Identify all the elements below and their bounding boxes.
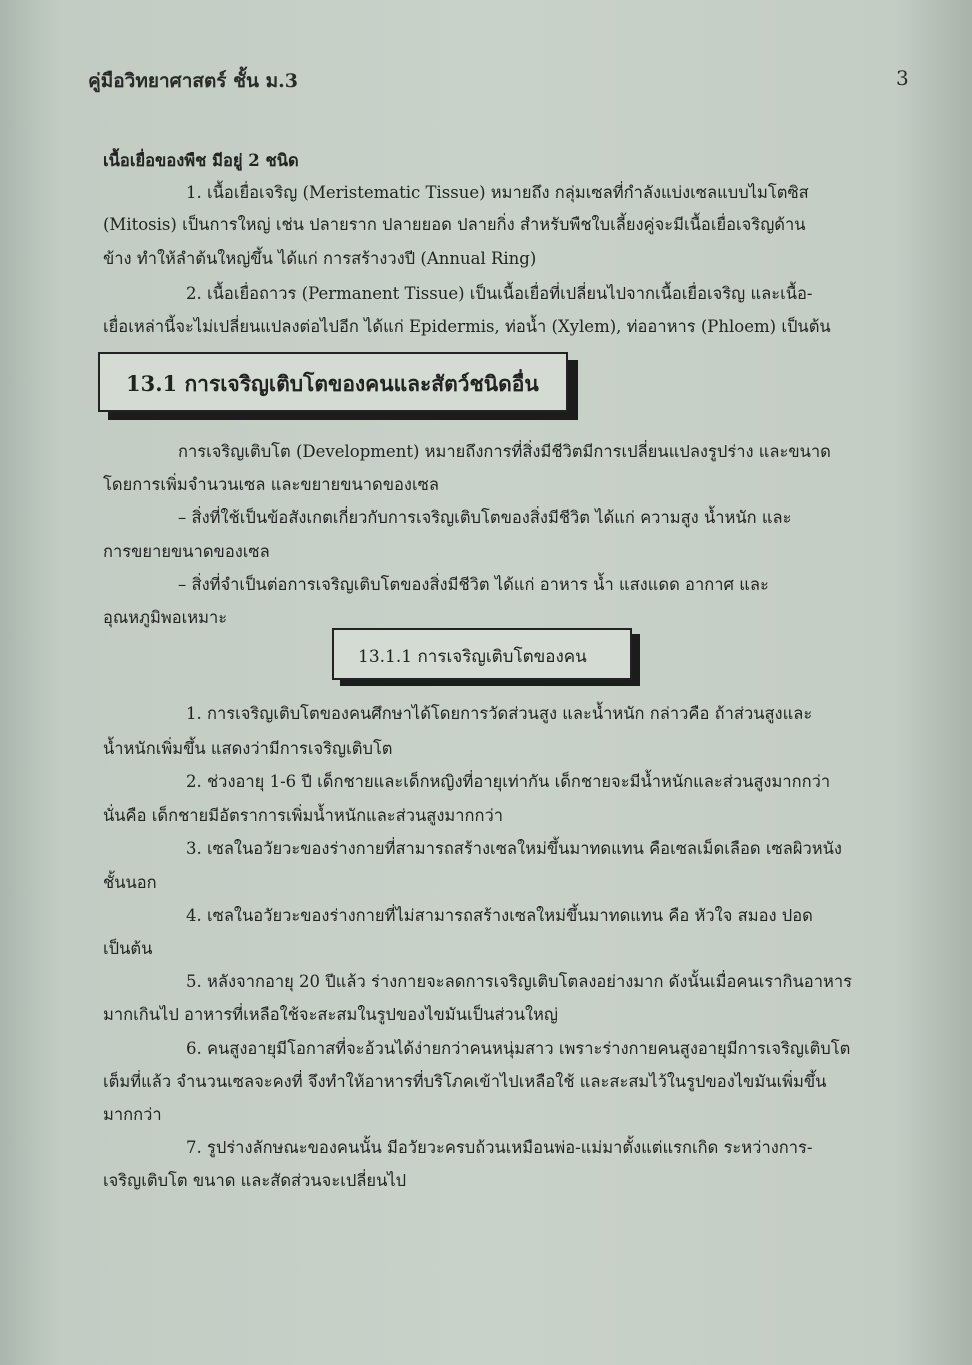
list-item-line: เต็มที่แล้ว จำนวนเซลจะคงที่ จึงทำให้อาหารที่บริโภคเข้าไปเหลือใช้ และสะสมไว้ในรูปของไขมันเพิ่มขึ้น (103, 1072, 827, 1091)
list-item-line: 4. เซลในอวัยวะของร่างกายที่ไม่สามารถสร้างเซลใหม่ขึ้นมาทดแทน คือ หัวใจ สมอง ปอด (186, 906, 813, 925)
list-item-line: 5. หลังจากอายุ 20 ปีแล้ว ร่างกายจะลดการเจริญเติบโตลงอย่างมาก ดังนั้นเมื่อคนเรากินอาหาร (186, 972, 852, 991)
list-item-line: เป็นต้น (103, 939, 153, 958)
paragraph-line: เยื่อเหล่านี้จะไม่เปลี่ยนแปลงต่อไปอีก ได้แก่ Epidermis, ท่อน้ำ (Xylem), ท่ออาหาร (Phloem) เป็นต้น (103, 317, 831, 336)
list-item-line: ชั้นนอก (103, 873, 157, 892)
list-item-line: 6. คนสูงอายุมีโอกาสที่จะอ้วนได้ง่ายกว่าคนหนุ่มสาว เพราะร่างกายคนสูงอายุมีการเจริญเติบโต (186, 1039, 851, 1058)
bullet-line: อุณหภูมิพอเหมาะ (103, 608, 228, 627)
subsection-title: 13.1.1 การเจริญเติบโตของคน (358, 647, 587, 667)
bullet-line: – สิ่งที่ใช้เป็นข้อสังเกตเกี่ยวกับการเจริญเติบโตของสิ่งมีชีวิต ได้แก่ ความสูง น้ำหนัก และ (178, 508, 792, 527)
list-item-line: 1. การเจริญเติบโตของคนศึกษาได้โดยการวัดส่วนสูง และน้ำหนัก กล่าวคือ ถ้าส่วนสูงและ (186, 704, 813, 723)
plant-tissue-heading: เนื้อเยื่อของพืช มีอยู่ 2 ชนิด (103, 151, 299, 170)
paragraph-line: การเจริญเติบโต (Development) หมายถึงการที่สิ่งมีชีวิตมีการเปลี่ยนแปลงรูปร่าง และขนาด (178, 442, 831, 461)
bullet-line: – สิ่งที่จำเป็นต่อการเจริญเติบโตของสิ่งมีชีวิต ได้แก่ อาหาร น้ำ แสงแดด อากาศ และ (178, 575, 769, 594)
list-item-line: 7. รูปร่างลักษณะของคนนั้น มีอวัยวะครบถ้วนเหมือนพ่อ-แม่มาตั้งแต่แรกเกิด ระหว่างการ- (186, 1138, 813, 1157)
header-title: คู่มือวิทยาศาสตร์ ชั้น ม.3 (88, 70, 298, 92)
bullet-line: การขยายขนาดของเซล (103, 542, 270, 561)
section-title: 13.1 การเจริญเติบโตของคนและสัตว์ชนิดอื่น (126, 371, 539, 396)
paragraph-line: 2. เนื้อเยื่อถาวร (Permanent Tissue) เป็นเนื้อเยื่อที่เปลี่ยนไปจากเนื้อเยื่อเจริญ และเนื้อ- (186, 284, 813, 303)
paragraph-line: ข้าง ทำให้ลำต้นใหญ่ขึ้น ได้แก่ การสร้างวงปี (Annual Ring) (103, 249, 537, 268)
list-item-line: 2. ช่วงอายุ 1-6 ปี เด็กชายและเด็กหญิงที่อายุเท่ากัน เด็กชายจะมีน้ำหนักและส่วนสูงมากกว่า (186, 772, 831, 791)
list-item-line: 3. เซลในอวัยวะของร่างกายที่สามารถสร้างเซลใหม่ขึ้นมาทดแทน คือเซลเม็ดเลือด เซลผิวหนัง (186, 839, 842, 858)
list-item-line: มากเกินไป อาหารที่เหลือใช้จะสะสมในรูปของไขมันเป็นส่วนใหญ่ (103, 1005, 558, 1024)
page-number: 3 (896, 66, 909, 90)
list-item-line: น้ำหนักเพิ่มขึ้น แสดงว่ามีการเจริญเติบโต (103, 739, 393, 758)
list-item-line: นั่นคือ เด็กชายมีอัตราการเพิ่มน้ำหนักและส่วนสูงมากกว่า (103, 806, 504, 825)
subsection-title-box (332, 628, 632, 680)
section-title-box (98, 352, 568, 412)
paragraph-line: (Mitosis) เป็นการใหญ่ เช่น ปลายราก ปลายยอด ปลายกิ่ง สำหรับพืชใบเลี้ยงคู่จะมีเนื้อเยื่อเจริญด้าน (103, 215, 806, 234)
paragraph-line: โดยการเพิ่มจำนวนเซล และขยายขนาดของเซล (103, 475, 439, 494)
list-item-line: มากกว่า (103, 1105, 162, 1124)
paragraph-line: 1. เนื้อเยื่อเจริญ (Meristematic Tissue) หมายถึง กลุ่มเซลที่กำลังแบ่งเซลแบบไมโตซิส (186, 183, 809, 202)
list-item-line: เจริญเติบโต ขนาด และสัดส่วนจะเปลี่ยนไป (103, 1171, 407, 1190)
